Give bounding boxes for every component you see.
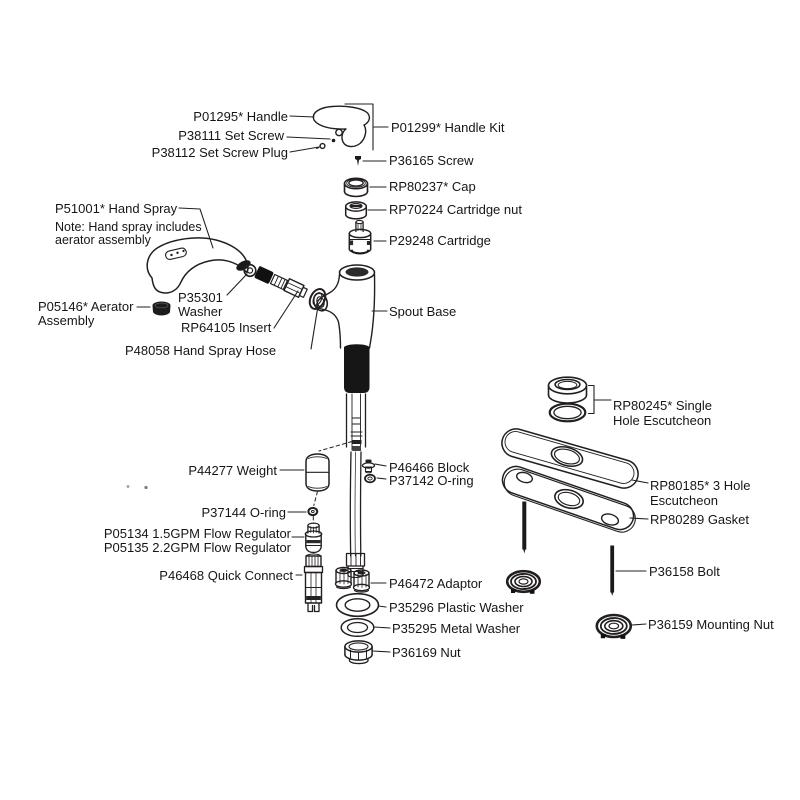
nut-drawing [345,641,372,664]
stray-dots [127,485,148,489]
label-quick-connect: P46468 Quick Connect [159,568,293,583]
label-handle: P01295* Handle [193,109,288,124]
mounting-nut-drawing [597,615,631,639]
label-oring-37142: P37142 O-ring [389,473,474,488]
note-line-1: Note: Hand spray includes [55,220,202,234]
flow-regulator-drawing [305,523,321,552]
label-set-screw-plug: P38112 Set Screw Plug [151,145,288,160]
three-hole-line-1: RP80185* 3 Hole [650,478,751,493]
washer-line-1: P35301 [178,290,223,305]
set-screw-dot [332,139,336,143]
weight-drawing [306,442,352,524]
label-cartridge-nut: RP70224 Cartridge nut [389,202,522,217]
label-three-hole-escutcheon [650,478,750,508]
label-flow-regulators [104,527,291,555]
label-hand-spray-note [55,221,202,246]
note-line-2: aerator assembly [55,232,151,247]
label-metal-washer: P35295 Metal Washer [392,621,521,636]
adaptor-nut-left [336,568,352,589]
left-bolt-drawing [522,502,526,554]
label-washer-35301 [178,291,223,319]
oring-37142-drawing [365,475,375,483]
cap-drawing [345,178,368,196]
block-drawing [363,460,375,473]
bolt-drawing [610,546,614,597]
label-plastic-washer: P35296 Plastic Washer [389,600,524,615]
label-insert: RP64105 Insert [181,320,272,335]
set-screw-plug-drawing [317,144,325,149]
hose-drawing [350,452,361,556]
single-esc-line-2: Hole Escutcheon [613,413,712,428]
spray-buttons [165,247,187,260]
left-mounting-nut-drawing [507,571,540,594]
label-aerator-assembly [38,300,133,328]
label-hand-spray: P51001* Hand Spray [55,201,178,216]
label-gasket: RP80289 Gasket [650,512,750,527]
label-mounting-nut: P36159 Mounting Nut [648,617,774,632]
escutcheon-gasket-ring [550,404,586,422]
label-weight: P44277 Weight [188,463,277,478]
oring-37144-drawing [308,508,317,515]
hose-end-ring [307,287,329,312]
adaptor-nut-right [354,570,370,592]
label-spout-base: Spout Base [389,304,457,319]
three-hole-escutcheon-drawing [502,429,638,488]
spout-grip [344,344,370,393]
cartridge-nut-drawing [346,202,367,219]
label-adaptor: P46472 Adaptor [389,576,483,591]
washer-35301-drawing [244,265,256,277]
label-cartridge: P29248 Cartridge [389,233,491,248]
cartridge-drawing [349,220,370,253]
label-handle-kit: P01299* Handle Kit [391,120,505,135]
insert-64105-drawing [284,279,308,299]
aerator-line-2: Assembly [38,313,95,328]
quick-connect-drawing [305,554,323,612]
label-single-hole-escutcheon [613,398,712,428]
handle-drawing [313,106,369,148]
label-nut: P36169 Nut [392,645,461,660]
aerator-line-1: P05146* Aerator [38,299,134,314]
wand-parts-drawing [244,265,328,312]
plastic-washer-drawing [337,594,379,617]
single-esc-line-1: RP80245* Single [613,398,713,413]
spout-base-drawing [312,265,375,578]
washer-line-2: Washer [178,304,223,319]
screw-drawing [355,156,361,166]
flow-reg-line-1: P05134 1.5GPM Flow Regulator [103,526,291,541]
label-cap: RP80237* Cap [389,179,476,194]
label-set-screw: P38111 Set Screw [178,128,284,143]
three-hole-line-2: Escutcheon [650,493,718,508]
label-hand-spray-hose: P48058 Hand Spray Hose [125,343,277,358]
single-hole-escutcheon-drawing [549,377,587,421]
aerator-drawing [153,302,171,316]
label-bolt: P36158 Bolt [649,564,720,579]
label-oring-37144: P37144 O-ring [201,505,286,520]
label-screw: P36165 Screw [389,153,474,168]
metal-washer-drawing [341,619,374,637]
label-block: P46466 Block [389,460,470,475]
flow-reg-line-2: P05135 2.2GPM Flow Regulator [103,540,291,555]
